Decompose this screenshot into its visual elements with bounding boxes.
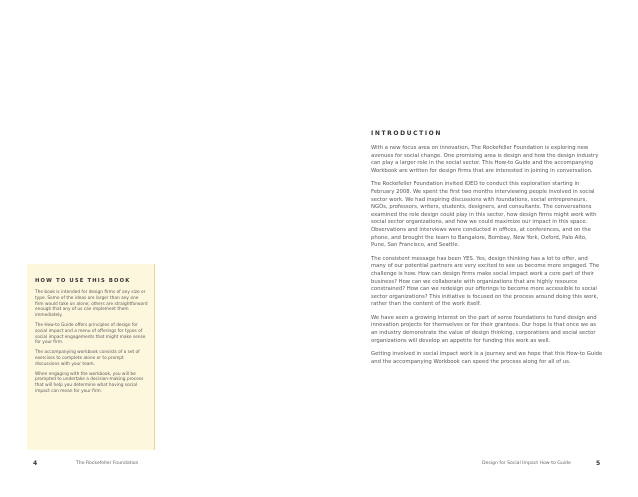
body-paragraph: The consistent message has been YES. Yes, design thinking has a lot to offer, and many of our potential partners are very excited to see us become more engaged. The challenge is how. How can design firms make social impact work a core part of their business? How can we collaborate with organizations that are highly resource constrained? How can we redesign our offerings to become more accessible to social sector organizations? This initiative is focused on the process around doing this work, rather than the content of the work itself. [371, 255, 600, 308]
section-heading: INTRODUCTION [371, 130, 442, 137]
how-to-use-sidebar [27, 264, 155, 450]
body-paragraph: The Rockefeller Foundation invited IDEO to conduct this exploration starting in February 2008. We spent the first two months interviewing people involved in social sector work. We had inspiring discussions with foundations, social entrepreneurs, NGOs, professors, writers, students, designers, and consultants. The conversations examined the role design could play in this sector, how design firms might work with social sector organizations, and how we could maximize our impact in this space. Observations and interviews were conducted in offices, at conferences, and on the phone, and brought the team to Bangalore, Bombay, New York, Oxford, Palo Alto, Pune, San Francisco, and Seattle. [371, 181, 597, 249]
sidebar-paragraph: The accompanying workbook consists of a set of exercises to complete alone or to prompt discussions with your team. [35, 350, 140, 367]
sidebar-paragraph: The How-to Guide offers principles of design for social impact and a menu of offerings for types of social impact engagements that might make sense for your firm. [35, 322, 146, 346]
body-paragraph: Getting involved in social impact work is a journey and we hope that this How-to Guide and the accompanying Workbook can speed the process along for all of us. [371, 351, 603, 365]
page-number-left: 4 [33, 460, 38, 467]
introduction-section [371, 130, 603, 372]
running-footer-right: Design for Social Impact How-to Guide [482, 461, 571, 466]
page-number-right: 5 [596, 460, 601, 467]
body-paragraph: We have seen a growing interest on the part of some foundations to fund design and innovation projects for themselves or for their grantees. Our hope is that once we as an industry demonstrate the value of design thinking, corporations and social sector organizations will develop an appetite for funding this work as well. [371, 314, 597, 344]
sidebar-paragraph: When engaging with the workbook, you will be prompted to undertake a decision-making process that will help you determine what having social impact can mean for your firm. [35, 371, 144, 394]
sidebar-paragraph: The book is intended for design firms of any size or type. Some of the ideas are larger than any one firm would take on alone; others are straightforward enough that any of us can implement them immediately. [35, 290, 148, 319]
body-paragraph: With a new focus area on innovation, The Rockefeller Foundation is exploring new avenues for social change. One promising area is design and how the design industry can play a larger role in the social sector. This How-to Guide and the accompanying Workbook are written for design firms that are interested in joining in conversation. [371, 145, 599, 174]
sidebar-heading: HOW TO USE THIS BOOK [35, 278, 131, 284]
running-footer-left: The Rockefeller Foundation [76, 461, 139, 466]
